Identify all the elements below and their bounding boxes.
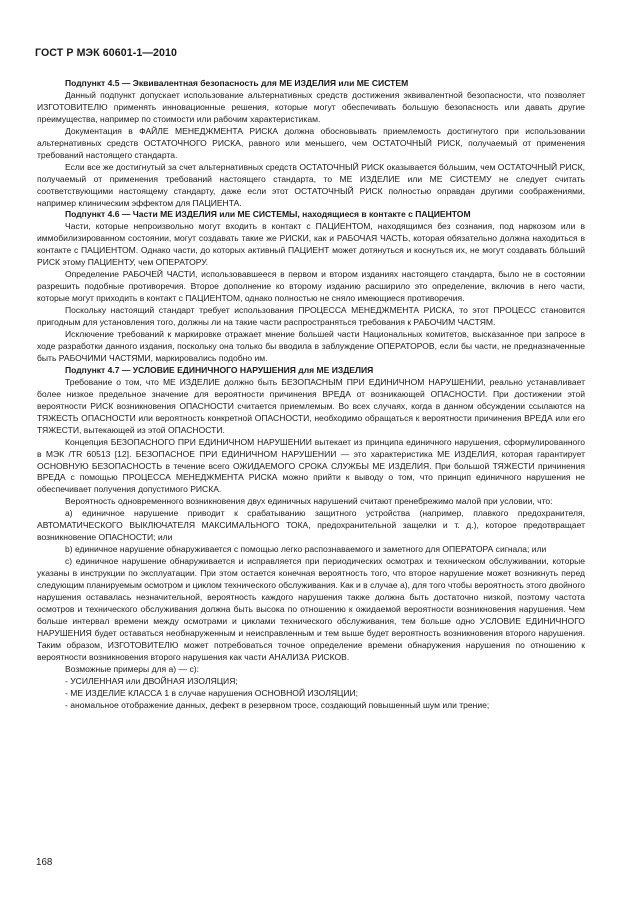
page-number: 168	[36, 857, 53, 868]
paragraph: Вероятность одновременного возникновения двух единичных нарушений считают пренебрежимо малой при условии, что:	[65, 496, 553, 507]
list-item: c) единичное нарушение обнаруживается и исправляется при периодических осмотрах и техническом обслуживании, которые указаны в инструкции по эксплуатации. При этом остается конечная вероятность того, что второе нарушение может возникнуть перед следующим планируемым осмотром и циклом технического обслуживания. Как и в случае a), для того чтобы вероятность этого двойного нарушения оставалась незначительной, вероятность каждого нарушения также должна быть достаточно низкой, поэтому частота осмотров и технического обслуживания должна быть высока по отношению к ожидаемой вероятности возникновения нарушения. Чем больше интервал времени между осмотрами и циклами технического обслуживания, тем больше одно УСЛОВИЕ ЕДИНИЧНОГО НАРУШЕНИЯ будет оставаться необнаруженным и неисправленным и тем выше будет вероятность возникновения второго нарушения. Таким образом, ИЗГОТОВИТЕЛЮ может потребоваться точное определение времени обнаружения нарушения по отношению к вероятности возникновения второго нарушения как части АНАЛИЗА РИСКОВ.	[37, 556, 586, 662]
paragraph: Возможные примеры для a) — c):	[65, 663, 199, 674]
paragraph: Данный подпункт допускает использование альтернативных средств достижения эквивалентной безопасности, что позволяет ИЗГОТОВИТЕЛЮ применять инновационные решения, которые могут обеспечивать большую безопасность или давать другие преимущества, например по стоимости или рабочим характеристикам.	[37, 89, 585, 124]
list-item: b) единичное нарушение обнаруживается с помощью легко распознаваемого и заметного для ОПЕРАТОРА сигнала; или	[65, 544, 547, 555]
document-body	[37, 78, 585, 712]
subclause-heading: Подпункт 4.5 — Эквивалентная безопасность для МЕ ИЗДЕЛИЯ или МЕ СИСТЕМ	[65, 78, 409, 88]
list-item: - аномальное отображение данных, дефект в резервном тросе, создающий повышенный шум или трение;	[65, 699, 490, 710]
list-item: - МЕ ИЗДЕЛИЕ КЛАССА 1 в случае нарушения ОСНОВНОЙ ИЗОЛЯЦИИ;	[65, 687, 358, 698]
paragraph: Поскольку настоящий стандарт требует использования ПРОЦЕССА МЕНЕДЖМЕНТА РИСКА, то этот ПРОЦЕСС становится пригодным для установления того, должны ли на такие части распространяться требования к РАБОЧИМ ЧАСТЯМ.	[37, 305, 585, 328]
paragraph: Исключение требований к маркировке отражает мнение большей части Национальных комитетов, высказанное при запросе в ходе разработки данного издания, поскольку она только бы вводила в заблуждение ОПЕРАТОРОВ, если бы части, не предназначенные быть РАБОЧИМИ ЧАСТЯМИ, маркировались подобно им.	[37, 329, 585, 363]
paragraph: Концепция БЕЗОПАСНОГО ПРИ ЕДИНИЧНОМ НАРУШЕНИИ вытекает из принципа единичного нарушения, сформулированного в МЭК /TR 60513 [12]. БЕЗОПАСНОЕ ПРИ ЕДИНИЧНОМ НАРУШЕНИИ — это характеристика МЕ ИЗДЕЛИЯ, которая гарантирует ОСНОВНУЮ БЕЗОПАСНОСТЬ в течение всего ОЖИДАЕМОГО СРОКА СЛУЖБЫ МЕ ИЗДЕЛИЯ. При большой ТЯЖЕСТИ причинения ВРЕДА с помощью ПРОЦЕССА МЕНЕДЖМЕНТА РИСКА можно прийти к выводу о том, что принцип единичного нарушения не обеспечивает получения допустимого РИСКА.	[37, 436, 585, 495]
subclause-heading: Подпункт 4.7 — УСЛОВИЕ ЕДИНИЧНОГО НАРУШЕНИЯ для МЕ ИЗДЕЛИЯ	[65, 364, 374, 375]
list-item: - УСИЛЕННАЯ или ДВОЙНАЯ ИЗОЛЯЦИЯ;	[65, 675, 238, 686]
list-item: a) единичное нарушение приводит к срабатыванию защитного устройства (например, плавкого предохранителя, АВТОМАТИЧЕСКОГО ВЫКЛЮЧАТЕЛЯ МАКСИМАЛЬНОГО ТОКА, предохранительной защелки и т. д.), которое предотвращает возникновение ОПАСНОСТИ; или	[37, 508, 585, 543]
paragraph: Требование о том, что МЕ ИЗДЕЛИЕ должно быть БЕЗОПАСНЫМ ПРИ ЕДИНИЧНОМ НАРУШЕНИИ, реально устанавливает более низкое предельное значение для вероятности причинения ВРЕДА от возникающей ОПАСНОСТИ. При достижении этой вероятности РИСК возникновения ОПАСНОСТИ считается приемлемым. Во всех случаях, когда в данном обсуждении ссылаются на ТЯЖЕСТЬ ОПАСНОСТИ или вероятность конкретной ОПАСНОСТИ, необходимо обращаться к вероятности причинения ВРЕДА или его ТЯЖЕСТИ, вытекающей из этой ОПАСНОСТИ.	[37, 376, 585, 435]
paragraph: Если все же достигнутый за счет альтернативных средств ОСТАТОЧНЫЙ РИСК оказывается бóльшим, чем ОСТАТОЧНЫЙ РИСК, получаемый от применения требований настоящего стандарта, то МЕ ИЗДЕЛИЕ или МЕ СИСТЕМУ не следует считать соответствующими настоящему стандарту, даже если этот ОСТАТОЧНЫЙ РИСК полностью оправдан другими соображениями, например клиническим эффектом для ПАЦИЕНТА.	[37, 161, 585, 208]
paragraph: Части, которые непроизвольно могут входить в контакт с ПАЦИЕНТОМ, находящимся без сознания, под наркозом или в иммобилизированном состоянии, могут создавать такие же РИСКИ, как и РАБОЧАЯ ЧАСТЬ, которая обязательно должна находиться в контакте с ПАЦИЕНТОМ. Однако части, до которых активный ПАЦИЕНТ может дотянуться и коснуться их, не могут создавать бóльший РИСК этому ПАЦИЕНТУ, чем ОПЕРАТОРУ.	[37, 221, 585, 268]
subclause-heading: Подпункт 4.6 — Части МЕ ИЗДЕЛИЯ или МЕ СИСТЕМЫ, находящиеся в контакте с ПАЦИЕНТОМ	[65, 209, 471, 220]
paragraph: Документация в ФАЙЛЕ МЕНЕДЖМЕНТА РИСКА должна обосновывать приемлемость достигнутого при использовании альтернативных средств ОСТАТОЧНОГО РИСКА, равного или меньшего, чем ОСТАТОЧНЫЙ РИСК, получаемый от применения требований настоящего стандарта.	[37, 125, 585, 160]
document-header: ГОСТ Р МЭК 60601-1—2010	[35, 47, 178, 59]
paragraph: Определение РАБОЧЕЙ ЧАСТИ, использовавшееся в первом и втором изданиях настоящего стандарта, было не в состоянии разрешить подобные противоречия. Второе дополнение ко второму изданию расширило это определение, включив в него части, которые могут приходить в контакт с ПАЦИЕНТОМ, однако полностью не сняло имеющиеся противоречия.	[37, 269, 585, 304]
